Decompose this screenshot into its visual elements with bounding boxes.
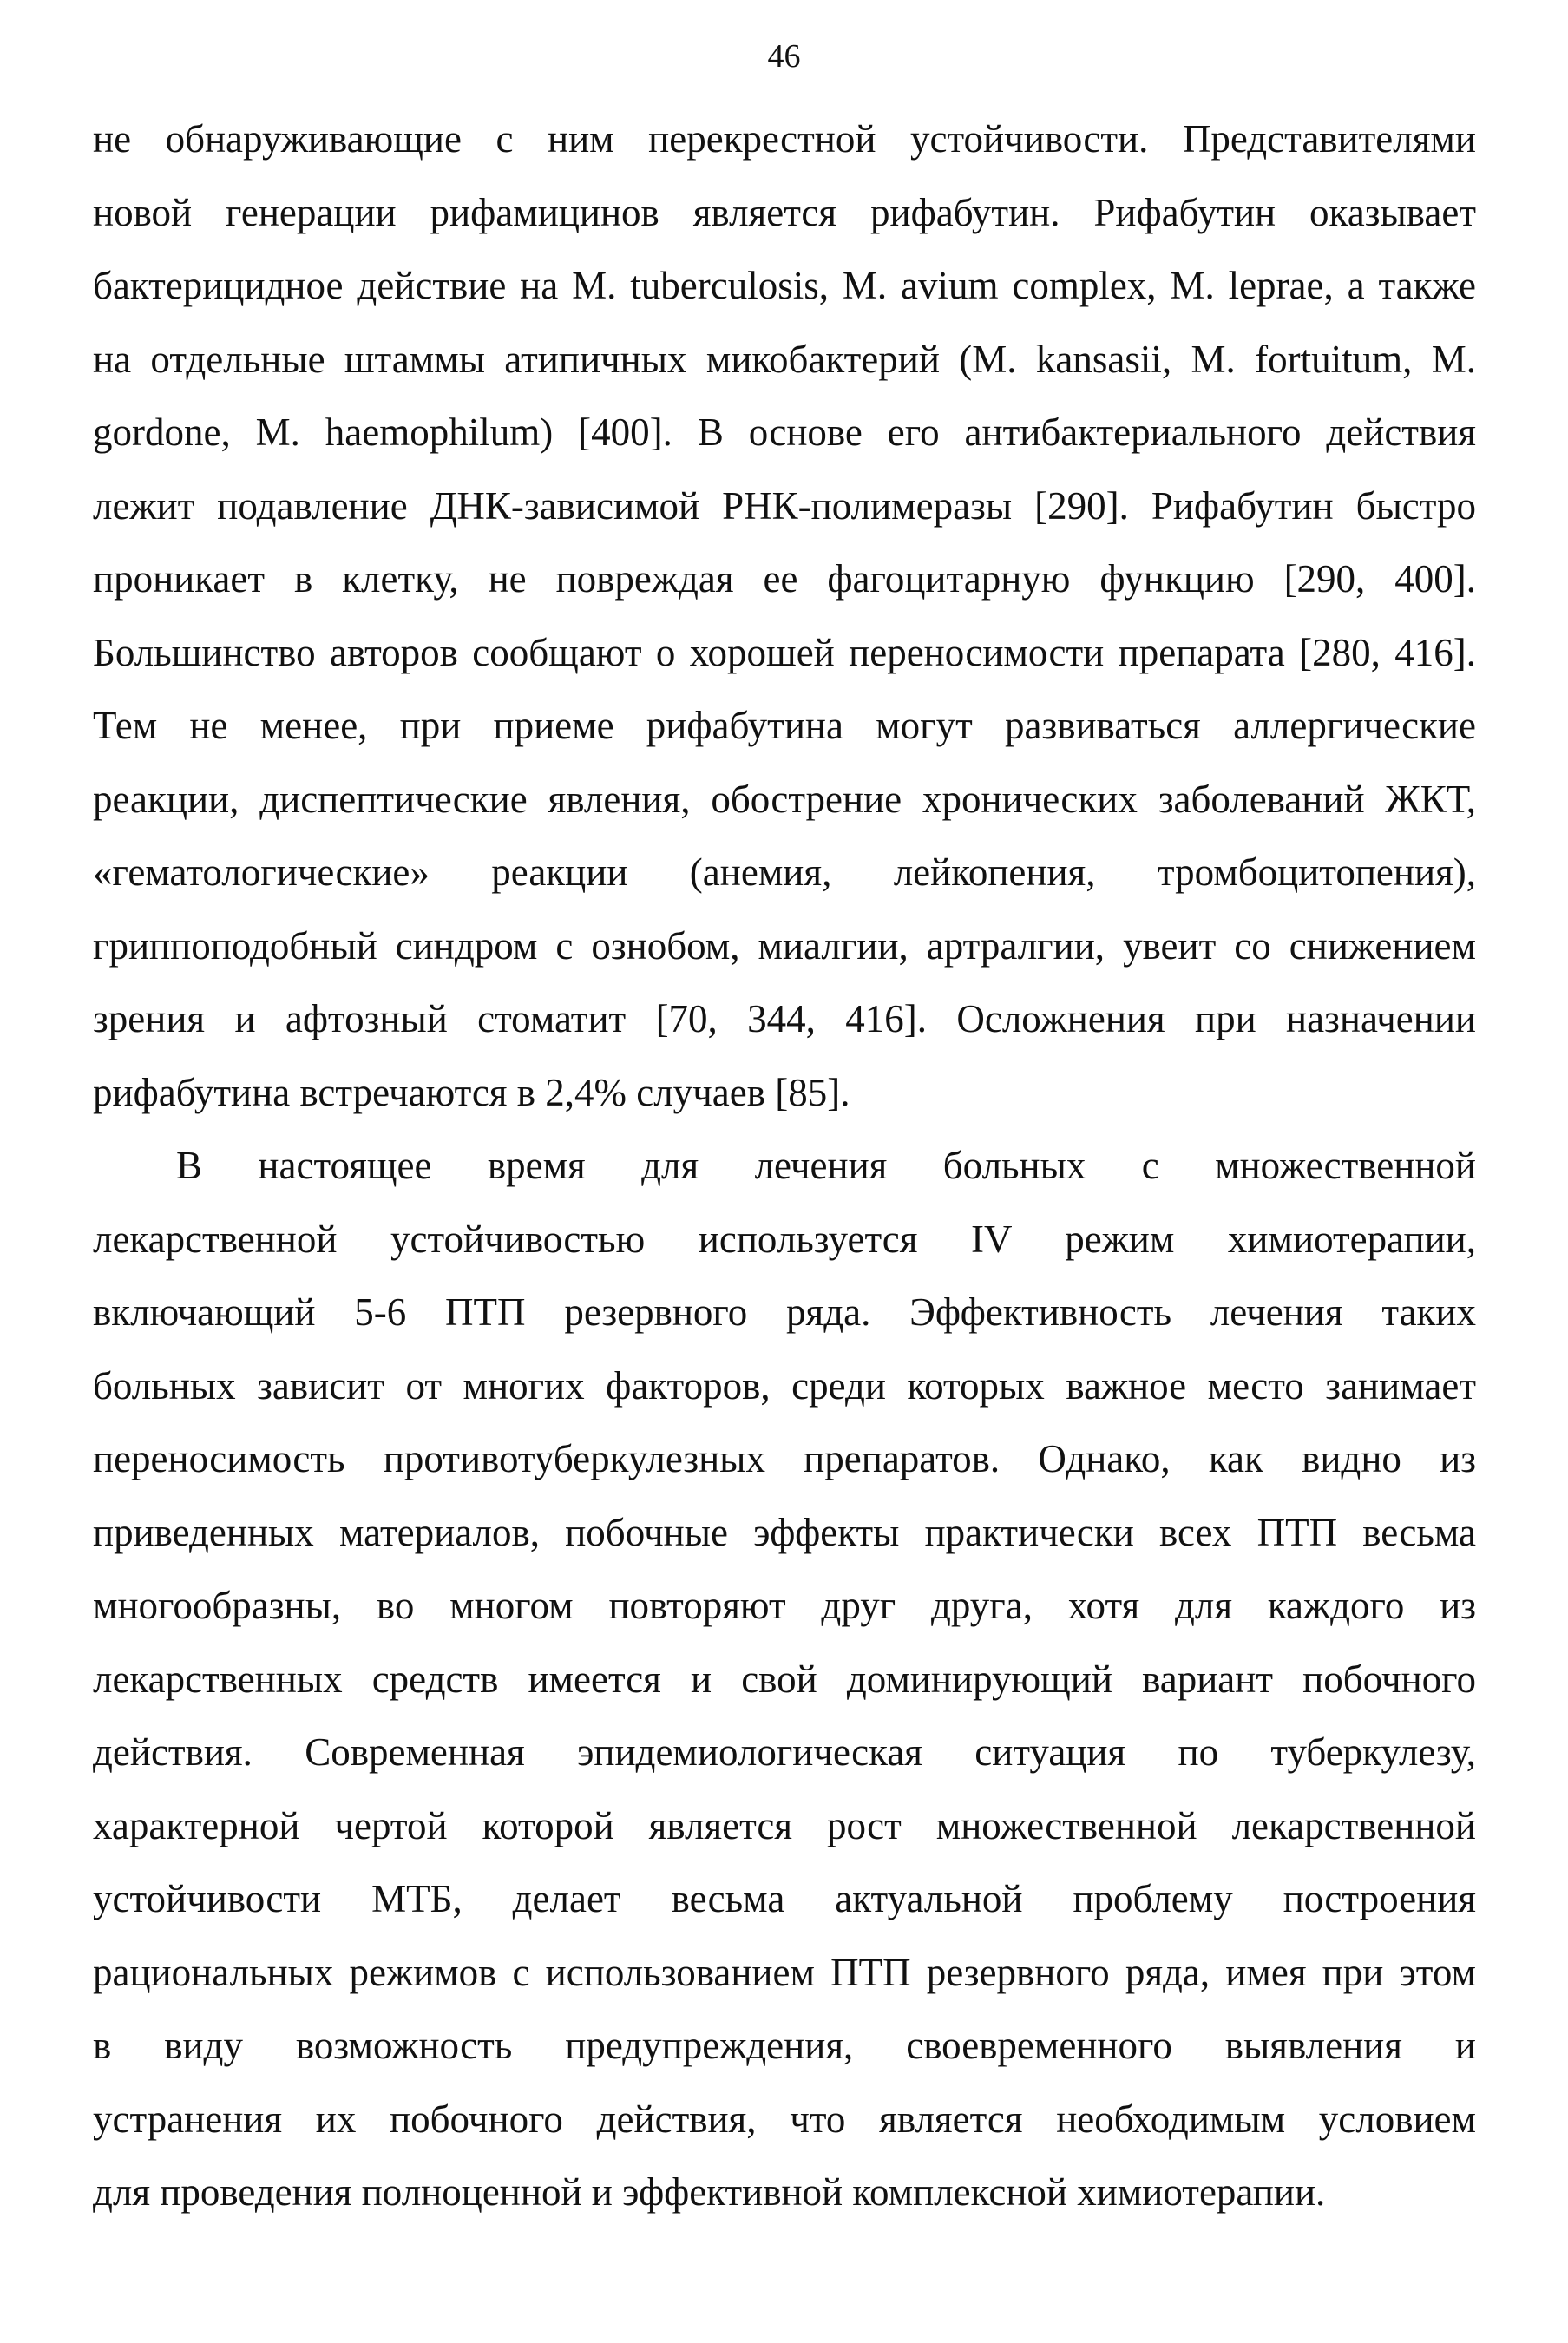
text-line: новой генерации рифамицинов является рифабутин. Рифабутин оказывает bbox=[93, 190, 1476, 234]
text-line: В настоящее время для лечения больных с множественной bbox=[176, 1144, 1476, 1187]
text-line: больных зависит от многих факторов, среди которых важное место занимает bbox=[93, 1363, 1476, 1408]
text-line: характерной чертой которой является рост множественной лекарственной bbox=[93, 1803, 1476, 1847]
text-line: зрения и афтозный стоматит [70, 344, 416]. Осложнения при назначении bbox=[93, 997, 1476, 1040]
text-line: gordone, M. haemophilum) [400]. В основе его антибактериального действия bbox=[93, 410, 1476, 454]
text-line: рифабутина встречаются в 2,4% случаев [85]. bbox=[93, 1070, 850, 1114]
text-line: лекарственных средств имеется и свой доминирующий вариант побочного bbox=[93, 1657, 1476, 1701]
text-line: включающий 5-6 ПТП резервного ряда. Эффективность лечения таких bbox=[93, 1290, 1476, 1334]
text-line: гриппоподобный синдром с ознобом, миалгии, артралгии, увеит со снижением bbox=[93, 923, 1476, 968]
text-line: рациональных режимов с использованием ПТП резервного ряда, имея при этом bbox=[93, 1950, 1476, 1994]
text-line: для проведения полноценной и эффективной комплексной химиотерапии. bbox=[93, 2170, 1326, 2214]
text-line: Тем не менее, при приеме рифабутина могут развиваться аллергические bbox=[93, 704, 1476, 747]
page-number: 46 bbox=[767, 38, 801, 75]
text-line: устранения их побочного действия, что является необходимым условием bbox=[93, 2097, 1476, 2141]
paragraph-1 bbox=[93, 102, 1476, 1129]
text-line: действия. Современная эпидемиологическая ситуация по туберкулезу, bbox=[93, 1730, 1476, 1774]
text-line: в виду возможность предупреждения, своевременного выявления и bbox=[93, 2024, 1476, 2067]
text-line: проникает в клетку, не повреждая ее фагоцитарную функцию [290, 400]. bbox=[93, 557, 1476, 601]
text-line: реакции, диспептические явления, обострение хронических заболеваний ЖКТ, bbox=[93, 777, 1476, 821]
text-line: многообразны, во многом повторяют друг друга, хотя для каждого из bbox=[93, 1584, 1476, 1627]
text-line: лекарственной устойчивостью используется IV режим химиотерапии, bbox=[93, 1217, 1476, 1261]
text-line: приведенных материалов, побочные эффекты практически всех ПТП весьма bbox=[93, 1510, 1476, 1554]
text-line: «гематологические» реакции (анемия, лейкопения, тромбоцитопения), bbox=[93, 850, 1476, 894]
text-line: устойчивости МТБ, делает весьма актуальной проблему построения bbox=[93, 1877, 1476, 1920]
text-line: не обнаруживающие с ним перекрестной устойчивости. Представителями bbox=[93, 117, 1476, 161]
text-line: бактерицидное действие на M. tuberculosis, M. avium complex, M. leprae, а также bbox=[93, 264, 1476, 307]
text-line: Большинство авторов сообщают о хорошей переносимости препарата [280, 416]. bbox=[93, 630, 1476, 674]
text-line: лежит подавление ДНК-зависимой РНК-полимеразы [290]. Рифабутин быстро bbox=[93, 483, 1476, 528]
text-line: на отдельные штаммы атипичных микобактерий (M. kansasii, M. fortuitum, M. bbox=[93, 337, 1476, 381]
document-body bbox=[93, 102, 1476, 2229]
paragraph-2 bbox=[93, 1129, 1476, 2229]
text-line: переносимость противотуберкулезных препаратов. Однако, как видно из bbox=[93, 1437, 1476, 1480]
